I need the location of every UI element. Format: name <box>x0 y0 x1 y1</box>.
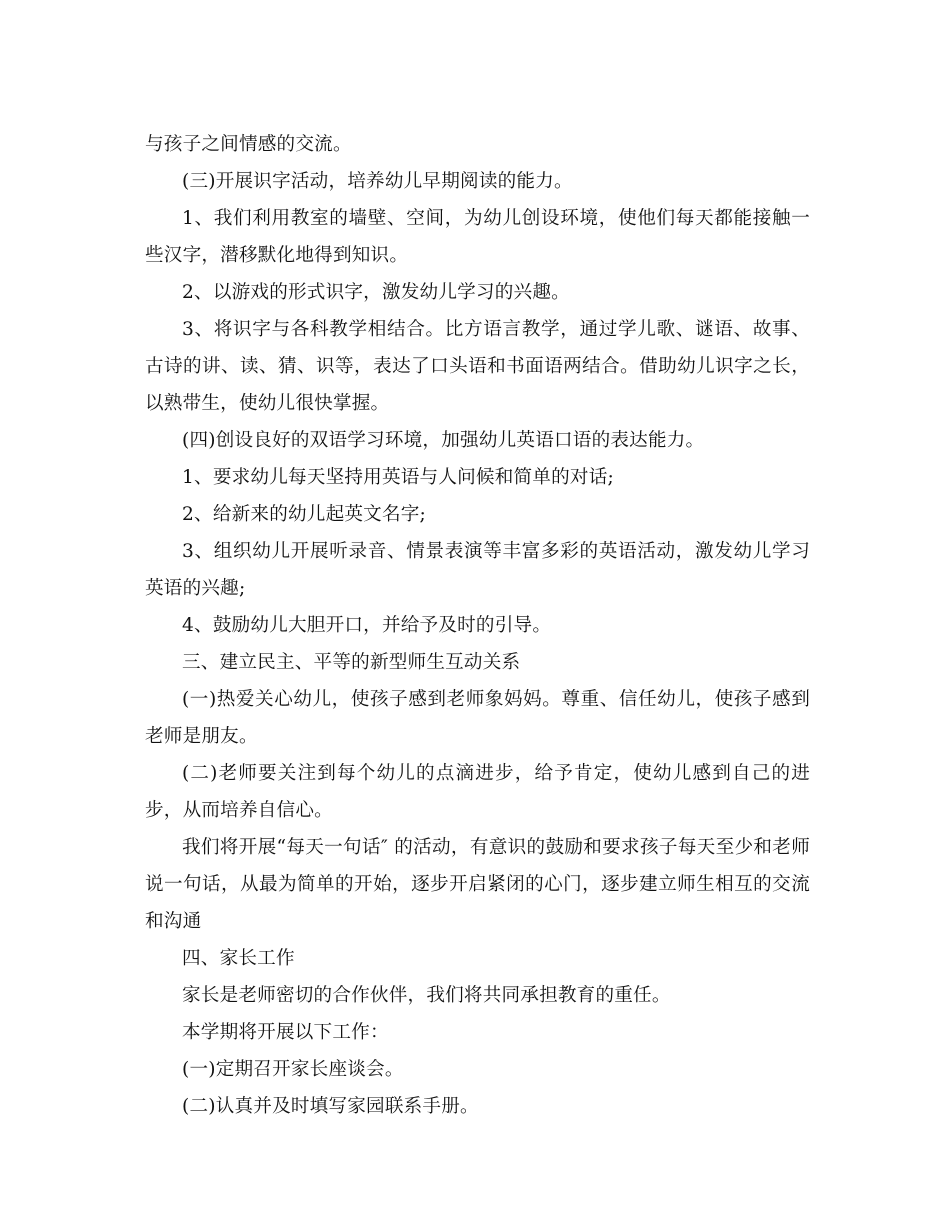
section-heading: 四、家长工作 <box>182 948 295 969</box>
section-heading: (三)开展识字活动，培养幼儿早期阅读的能力。 <box>182 171 573 192</box>
list-item: (二)老师要关注到每个幼儿的点滴进步，给予肯定，使幼儿感到自己的进步，从而培养自信心。 <box>145 763 810 821</box>
list-item: 2、给新来的幼儿起英文名字; <box>182 504 427 525</box>
section-heading: 三、建立民主、平等的新型师生互动关系 <box>182 652 521 673</box>
section-heading: (四)创设良好的双语学习环境，加强幼儿英语口语的表达能力。 <box>182 430 705 451</box>
list-item: 3、将识字与各科教学相结合。比方语言教学，通过学儿歌、谜语、故事、古诗的讲、读、猜、识等，表达了口头语和书面语两结合。借助幼儿识字之长，以熟带生，使幼儿很快掌握。 <box>145 319 810 414</box>
list-item: 2、以游戏的形式识字，激发幼儿学习的兴趣。 <box>182 282 570 303</box>
list-item: (一)定期召开家长座谈会。 <box>182 1059 404 1080</box>
paragraph: 本学期将开展以下工作： <box>182 1022 389 1043</box>
document-body <box>145 126 810 1125</box>
paragraph: 与孩子之间情感的交流。 <box>145 134 352 155</box>
list-item: 1、我们利用教室的墙壁、空间，为幼儿创设环境，使他们每天都能接触一些汉字，潜移默化地得到知识。 <box>145 208 810 266</box>
list-item: 4、鼓励幼儿大胆开口，并给予及时的引导。 <box>182 615 552 636</box>
list-item: 3、组织幼儿开展听录音、情景表演等丰富多彩的英语活动，激发幼儿学习英语的兴趣; <box>145 541 810 599</box>
list-item: 1、要求幼儿每天坚持用英语与人问候和简单的对话; <box>182 467 614 488</box>
paragraph: 我们将开展“每天一句话″ 的活动，有意识的鼓励和要求孩子每天至少和老师说一句话，从最为简单的开始，逐步开启紧闭的心门，逐步建立师生相互的交流和沟通 <box>145 837 810 932</box>
paragraph: 家长是老师密切的合作伙伴，我们将共同承担教育的重任。 <box>182 985 671 1006</box>
list-item: (一)热爱关心幼儿，使孩子感到老师象妈妈。尊重、信任幼儿，使孩子感到老师是朋友。 <box>145 689 810 747</box>
list-item: (二)认真并及时填写家园联系手册。 <box>182 1096 479 1117</box>
